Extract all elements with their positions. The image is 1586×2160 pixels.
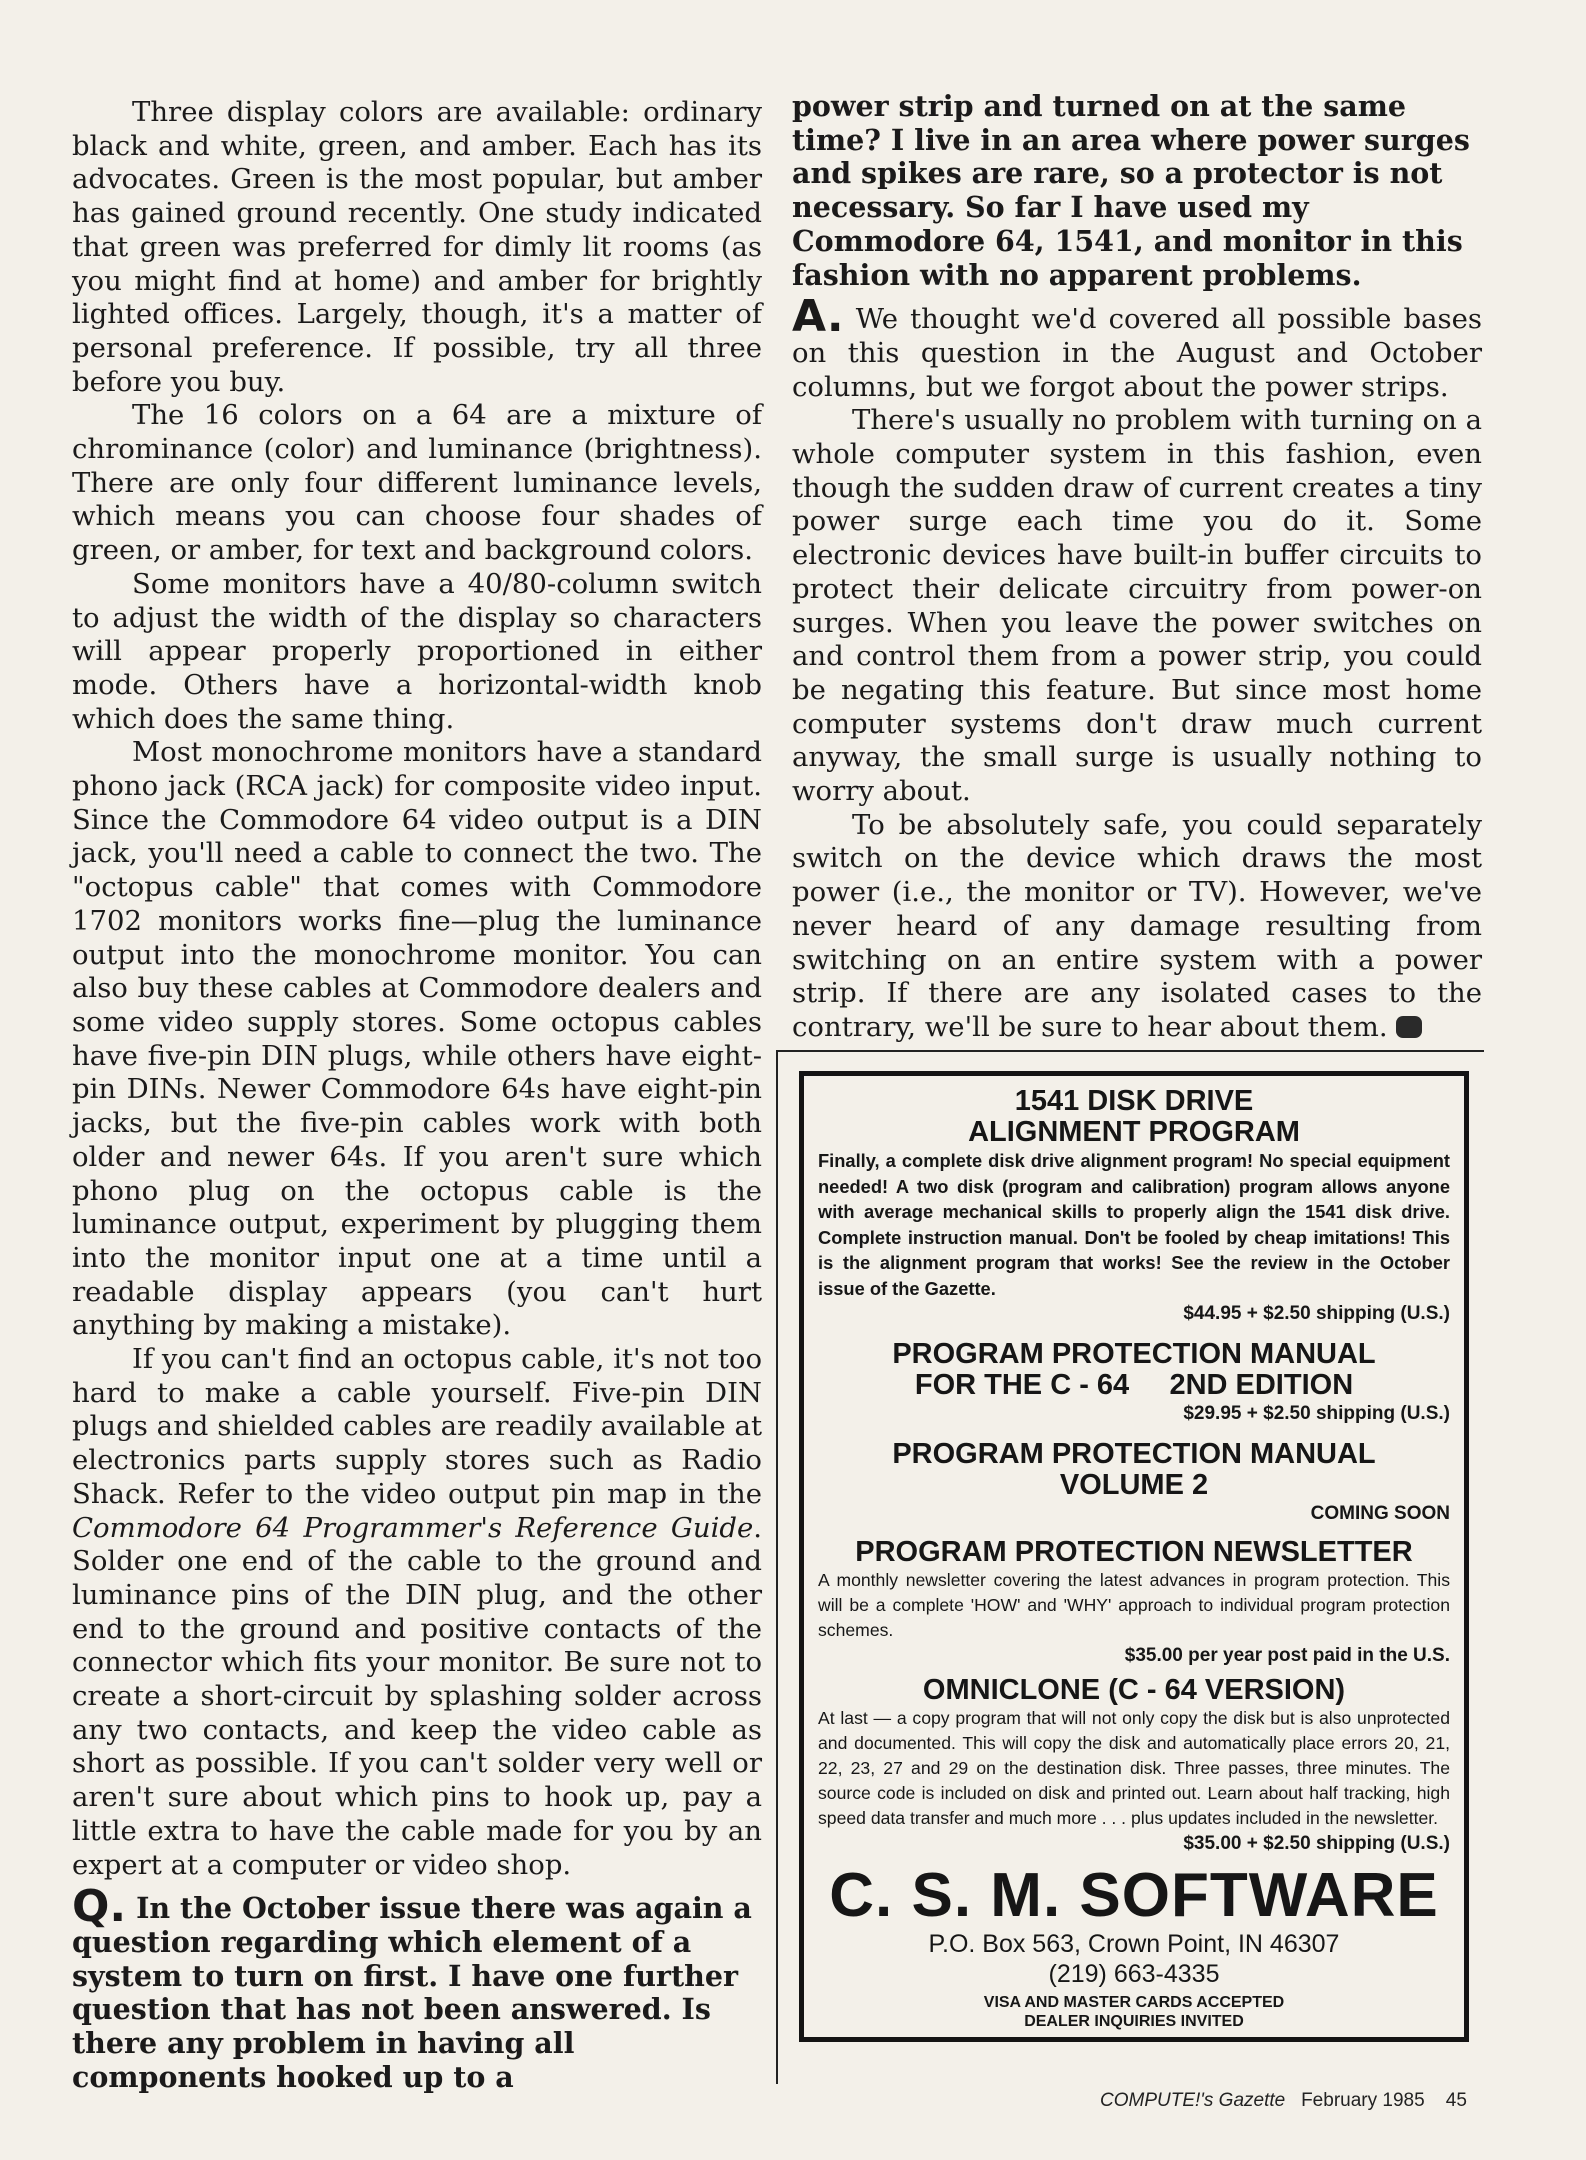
ad-body-alignment: Finally, a complete disk drive alignment program! No special equipment needed! A two disk (program and calibration) program allows anyone with average mechanical skills to properly align the 1541 disk drive. Complete instruction manual. Don't be fooled by cheap imitations! This is the alignment program that works! See the review in the October issue of the Gazette. xyxy=(818,1150,1450,1299)
paragraph-chrominance: The 16 colors on a 64 are a mixture of chrominance (color) and luminance (brightness). There are only four different luminance levels, which means you can choose four shades of green, or amber, for text and background colors. xyxy=(72,399,762,567)
text-segment: . Solder one end of the cable to the ground and luminance pins of the DIN plug, and the other end to the ground and positive contacts of the connector which fits your monitor. Be sure not to create a short-circuit by splashing solder across any two contacts, and keep the video cable as short as possible. If you can't solder very well or aren't sure about which pins to hook up, pay a little extra to have the cable made for you by an expert at a computer or video shop. xyxy=(72,1511,762,1881)
ad-heading-alignment: 1541 DISK DRIVE xyxy=(1014,1085,1254,1117)
ad-heading-manual-vol2: PROGRAM PROTECTION MANUAL xyxy=(892,1438,1376,1470)
ad-address: P.O. Box 563, Crown Point, IN 46307 xyxy=(928,1930,1340,1958)
ad-heading-newsletter: PROGRAM PROTECTION NEWSLETTER xyxy=(855,1536,1413,1568)
ad-body-newsletter: A monthly newsletter covering the latest advances in program protection. This will be a complete 'HOW' and 'WHY' approach to individual program protection schemes. xyxy=(818,1570,1450,1640)
question-label: Q. xyxy=(72,1881,127,1933)
ad-phone: (219) 663-4335 xyxy=(1048,1960,1220,1988)
book-title: Commodore 64 Programmer's Reference Guide xyxy=(72,1511,754,1544)
ad-price-omniclone: $35.00 + $2.50 shipping (U.S.) xyxy=(1183,1833,1450,1854)
paragraph-display-colors: Three display colors are available: ordinary black and white, green, and amber. Each has its advocates. Green is the most popular, but amber has gained ground recently. One study indicated that green was preferred for dimly lit rooms (as you might find at home) and amber for brightly lighted offices. Largely, though, it's a matter of personal preference. If possible, try all three before you buy. xyxy=(72,96,762,398)
ad-cards: VISA AND MASTER CARDS ACCEPTED xyxy=(983,1994,1285,2011)
question-text: In the October issue there was again a question regarding which element of a system to turn on first. I have one further question that has not been answered. Is there any problem in having all components hooked up to a xyxy=(72,1891,752,2094)
ad-brand-name: C. S. M. SOFTWARE xyxy=(829,1861,1439,1930)
text-segment: If you can't find an octopus cable, it's not too hard to make a cable yourself. Five-pin DIN plugs and shielded cables are readily available at electronics parts supply stores such as Radio Shack. Refer to the video output pin map in the xyxy=(72,1343,762,1510)
ad-coming-soon: COMING SOON xyxy=(1310,1503,1450,1524)
question-continuation: power strip and turned on at the same time? I live in an area where power surges and spikes are rare, so a protector is not necessary. So far I have used my Commodore 64, 1541, and monitor in this fashion with no apparent problems. xyxy=(792,89,1470,292)
divider-horizontal xyxy=(776,1050,1484,1052)
advertisement-box xyxy=(799,1071,1469,2042)
ad-body-omniclone: At last — a copy program that will not only copy the disk but is also unprotected and documented. This will copy the disk and automatically place errors 20, 21, 22, 23, 27 and 29 on the destination disk. Three passes, three minutes. The source code is included on disk and printed out. Learn about half tracking, high speed data transfer and much more . . . plus updates included in the newsletter. xyxy=(818,1708,1450,1828)
ad-price-alignment: $44.95 + $2.50 shipping (U.S.) xyxy=(1183,1303,1450,1324)
text-segment: To be absolutely safe, you could separately switch on the device which draws the most power (i.e., the monitor or TV). However, we've never heard of any damage resulting from switching on an entire system with a power strip. If there are any isolated cases to the contrary, we'll be sure to hear about them. xyxy=(792,808,1482,1043)
footer-magazine: COMPUTE!'s Gazette xyxy=(1100,2090,1286,2111)
footer-page-number: 45 xyxy=(1445,2090,1467,2111)
answer-label: A. xyxy=(792,291,844,343)
ad-heading-manual: PROGRAM PROTECTION MANUAL xyxy=(892,1338,1376,1370)
right-column xyxy=(792,90,1482,1045)
ad-heading-omniclone: OMNICLONE (C - 64 VERSION) xyxy=(922,1674,1346,1706)
answer-text: We thought we'd covered all possible bases on this question in the August and October columns, but we forgot about the power strips. xyxy=(792,303,1482,403)
ad-price-manual: $29.95 + $2.50 shipping (U.S.) xyxy=(1183,1403,1450,1424)
left-column xyxy=(72,96,762,2094)
paragraph-column-switch: Some monitors have a 40/80-column switch to adjust the width of the display so characters will appear properly proportioned in either mode. Others have a horizontal-width knob which does the same thing. xyxy=(72,567,762,735)
ad-heading-manual-vol2-b: VOLUME 2 xyxy=(1059,1469,1209,1501)
footer-issue: February 1985 xyxy=(1301,2090,1425,2111)
answer-paragraph xyxy=(792,291,1482,404)
paragraph-make-cable xyxy=(72,1343,762,1882)
paragraph-absolutely-safe xyxy=(792,809,1482,1045)
end-mark-icon xyxy=(1396,1016,1422,1038)
ad-heading-manual-2: FOR THE C - 64 2ND EDITION xyxy=(914,1369,1354,1401)
paragraph-phono-jack: Most monochrome monitors have a standard phono jack (RCA jack) for composite video input. Since the Commodore 64 video output is a DIN jack, you'll need a cable to connect the two. The "octopus cable" that comes with Commodore 1702 monitors works fine—plug the luminance output into the monochrome monitor. You can also buy these cables at Commodore dealers and some video supply stores. Some octopus cables have five-pin DIN plugs, while others have eight-pin DINs. Newer Commodore 64s have eight-pin jacks, but the five-pin cables work with both older and newer 64s. If you aren't sure which phono plug on the octopus cable is the luminance output, experiment by plugging them into the monitor input one at a time until a readable display appears (you can't hurt anything by making a mistake). xyxy=(72,736,762,1342)
ad-heading-alignment-2: ALIGNMENT PROGRAM xyxy=(968,1116,1300,1148)
paragraph-power-surge: There's usually no problem with turning on a whole computer system in this fashion, even though the sudden draw of current creates a tiny power surge each time you do it. Some electronic devices have built-in buffer circuits to protect their delicate circuitry from power-on surges. When you leave the power switches on and control them from a power strip, you could be negating this feature. But since most home computer systems don't draw much current anyway, the small surge is usually nothing to worry about. xyxy=(792,404,1482,808)
ad-dealer: DEALER INQUIRIES INVITED xyxy=(1024,2013,1244,2030)
page-footer xyxy=(1100,2090,1467,2112)
question-paragraph xyxy=(72,1881,762,2094)
ad-price-newsletter: $35.00 per year post paid in the U.S. xyxy=(1124,1645,1450,1666)
divider-vertical xyxy=(776,1052,778,2084)
